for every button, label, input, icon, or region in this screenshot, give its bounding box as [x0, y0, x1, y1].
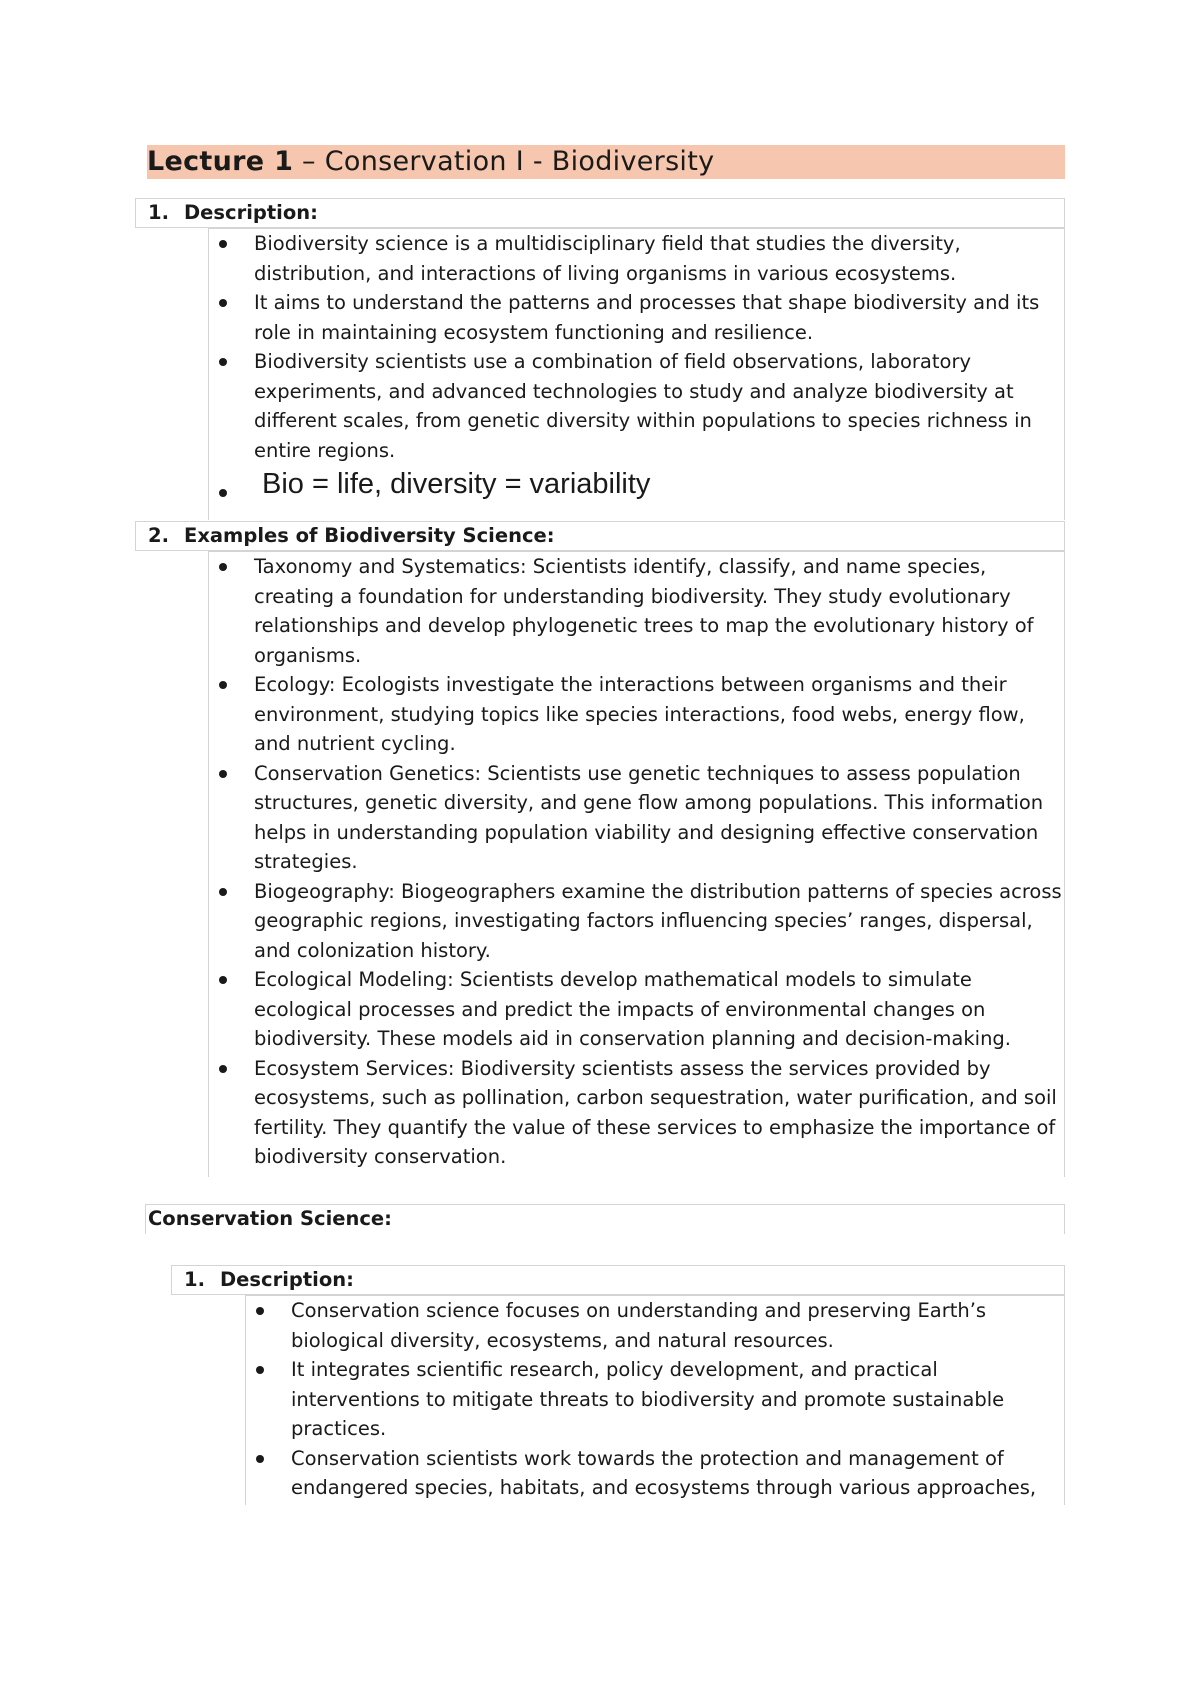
list-item [209, 1054, 1064, 1172]
description-list-box [208, 228, 1065, 520]
list-item [209, 229, 1064, 288]
list-item [209, 759, 1064, 877]
list-item [246, 1296, 1064, 1355]
bullet-icon [219, 770, 227, 778]
bullet-icon [256, 1455, 264, 1463]
list-item-text: Conservation science focuses on understanding and preserving Earth’s biological diversity, ecosystems, and natural resources. [291, 1299, 987, 1352]
conservation-description-heading [171, 1265, 1065, 1295]
list-item [209, 347, 1064, 465]
list-item [209, 670, 1064, 759]
title-rest: – Conservation I - Biodiversity [293, 146, 715, 177]
list-item [209, 877, 1064, 966]
section-number: 2. [148, 524, 169, 547]
bullet-icon [219, 888, 227, 896]
list-item-emphasis [209, 465, 1064, 503]
list-item-text: It aims to understand the patterns and processes that shape biodiversity and its role in maintaining ecosystem functioning and resilience. [254, 291, 1040, 344]
bullet-icon [219, 489, 227, 497]
conservation-list-box [245, 1295, 1065, 1505]
bullet-icon [219, 299, 227, 307]
list-item-text: Ecology: Ecologists investigate the interactions between organisms and their environment, studying topics like species interactions, food webs, energy flow, and nutrient cycling. [254, 673, 1025, 755]
section-examples-heading [135, 521, 1065, 551]
section-description-heading [135, 198, 1065, 228]
bullet-icon [219, 976, 227, 984]
page-title [147, 145, 714, 179]
conservation-heading-text: Conservation Science: [148, 1207, 392, 1230]
list-item [246, 1444, 1064, 1503]
bullet-icon [256, 1307, 264, 1315]
list-item [209, 288, 1064, 347]
section-label: Examples of Biodiversity Science: [184, 524, 555, 547]
section-number: 1. [184, 1268, 205, 1291]
section-number: 1. [148, 201, 169, 224]
bullet-icon [219, 240, 227, 248]
description-list [209, 229, 1064, 503]
list-item-text: It integrates scientific research, policy development, and practical interventions to mitigate threats to biodiversity and promote sustainable practices. [291, 1358, 1005, 1440]
list-item-text: Ecological Modeling: Scientists develop mathematical models to simulate ecological processes and predict the impacts of environmental changes on biodiversity. These models aid in conservation planning and decision-making. [254, 968, 1012, 1050]
title-bold: Lecture 1 [147, 146, 294, 177]
section-label: Description: [220, 1268, 354, 1291]
list-item [209, 965, 1064, 1054]
section-label: Description: [184, 201, 318, 224]
list-item-text: Biodiversity science is a multidisciplinary field that studies the diversity, distribution, and interactions of living organisms in various ecosystems. [254, 232, 961, 285]
list-item-text: Conservation Genetics: Scientists use genetic techniques to assess population structures, genetic diversity, and gene flow among populations. This information helps in understanding population viability and designing effective conservation strategies. [254, 761, 1044, 873]
conservation-science-heading [145, 1204, 1065, 1234]
list-item-text: Biogeography: Biogeographers examine the distribution patterns of species across geographic regions, investigating factors influencing species’ ranges, dispersal, and colonization history. [254, 879, 1062, 962]
bullet-icon [219, 681, 227, 689]
list-item-text: Conservation scientists work towards the protection and management of endangered species, habitats, and ecosystems through various approaches, [291, 1446, 1037, 1499]
list-item-text: Bio = life, diversity = variability [262, 468, 651, 500]
bullet-icon [256, 1366, 264, 1374]
list-item [246, 1355, 1064, 1444]
list-item [209, 552, 1064, 670]
bullet-icon [219, 358, 227, 366]
list-item-text: Biodiversity scientists use a combination of field observations, laboratory experiments, and advanced technologies to study and analyze biodiversity at different scales, from genetic diversity within populations to species richness in entire regions. [254, 350, 1032, 462]
list-item-text: Taxonomy and Systematics: Scientists identify, classify, and name species, creating a foundation for understanding biodiversity. They study evolutionary relationships and develop phylogenetic trees to map the evolutionary history of organisms. [254, 555, 1034, 667]
examples-list [209, 552, 1064, 1172]
bullet-icon [219, 563, 227, 571]
list-item-text: Ecosystem Services: Biodiversity scientists assess the services provided by ecosystems, such as pollination, carbon sequestration, water purification, and soil fertility. They quantify the value of these services to emphasize the importance of biodiversity conservation. [254, 1056, 1057, 1168]
bullet-icon [219, 1065, 227, 1073]
conservation-list [246, 1296, 1064, 1503]
examples-list-box [208, 551, 1065, 1177]
